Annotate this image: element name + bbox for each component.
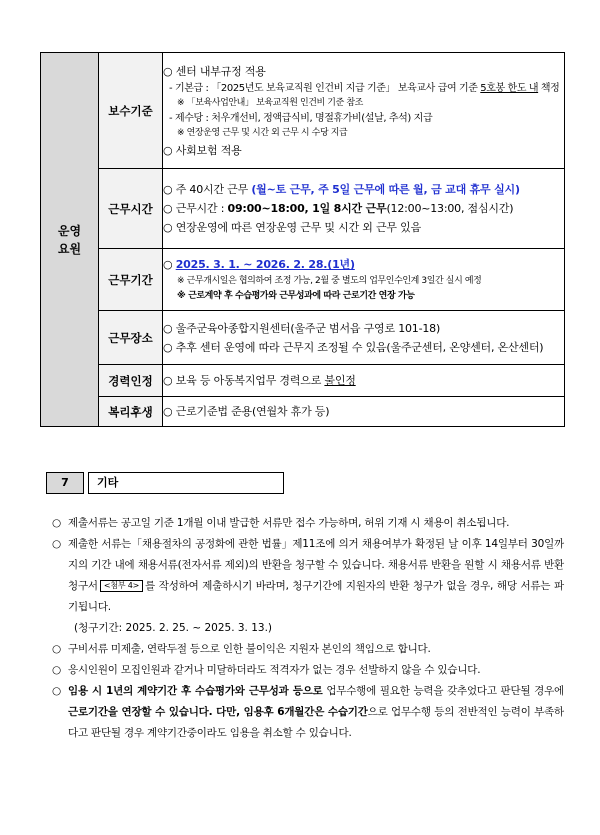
salary-allowance-note: ※ 연장운영 근무 및 시간 외 근무 시 수당 지급 <box>177 127 348 138</box>
probation-text-1: 업무수행에 필요한 능력을 갖추었다고 판단될 경우에 <box>322 685 564 697</box>
list-item <box>52 660 564 681</box>
circle-bullet-icon: ○ <box>52 643 61 655</box>
row-content-work-period <box>163 249 565 311</box>
work-hours-time-label: ○ 근무시간 : <box>163 202 228 215</box>
list-item-text <box>68 534 564 618</box>
work-period-line-1 <box>163 255 564 274</box>
work-hours-highlight: (월~토 근무, 주 5일 근무에 따른 월, 금 교대 휴무 실시) <box>251 183 520 196</box>
circle-bullet-icon: ○ <box>52 664 61 676</box>
section-number: 7 <box>46 472 84 494</box>
work-location-line-2: ○ 추후 센터 운영에 따라 근무지 조정될 수 있음(울주군센터, 온양센터, 온산센터) <box>163 340 544 354</box>
career-text: ○ 보육 등 아동복지업무 경력으로 <box>163 374 325 387</box>
list-item <box>52 681 564 744</box>
probation-text-2: 으로 업무수행 등의 전반적인 능력이 부족하다고 판단될 경우 계약기간중이라도 임용을 취소할 수 있습니다. <box>68 706 564 739</box>
document-return-text: 제출한 서류는「채용절차의 공정화에 관한 법률」제11조에 의거 채용여부가 확정된 날 이후 14일부터 30일까지의 기간 내에 채용서류(전자서류 제외)의 반환을 청구할 수 있습니다. 채용서류 반환을 원할 시 채용서류 반환 청구서 <box>68 538 564 592</box>
work-hours-time-bold: 09:00~18:00, 1일 8시간 근무 <box>227 202 387 215</box>
work-period-dates: 2025. 3. 1. ~ 2026. 2. 28.(1년) <box>175 258 355 271</box>
salary-insurance-line: ○ 사회보험 적용 <box>163 143 242 157</box>
row-content-work-location <box>163 311 565 365</box>
claim-period: (청구기간: 2025. 2. 25. ~ 2025. 3. 13.) <box>74 622 273 634</box>
salary-base-underlined: 5호봉 한도 내 <box>480 82 539 94</box>
list-item <box>52 639 564 660</box>
row-content-career <box>163 365 565 397</box>
row-label-work-location: 근무장소 <box>99 311 163 365</box>
list-item <box>52 534 564 618</box>
group-label-operation-staff <box>41 53 99 427</box>
row-content-welfare <box>163 397 565 427</box>
work-hours-line-3: ○ 연장운영에 따른 연장운영 근무 및 시간 외 근무 있음 <box>163 221 422 234</box>
work-location-line-1: ○ 울주군육아종합지원센터(울주군 범서읍 구영로 101-18) <box>163 321 441 335</box>
salary-base-line <box>163 81 564 96</box>
probation-bold-1: 임용 시 1년의 계약기간 후 수습평가와 근무성과 등으로 <box>68 685 323 697</box>
work-hours-text: ○ 주 40시간 근무 <box>163 183 252 196</box>
list-item-text: 구비서류 미제출, 연락두절 등으로 인한 불이익은 지원자 본인의 책임으로 합니다. <box>68 643 431 655</box>
work-hours-line-2 <box>163 199 564 218</box>
circle-bullet-icon: ○ <box>52 685 61 697</box>
list-item-text <box>68 681 564 744</box>
group-label-text: 운영 요원 <box>57 223 82 256</box>
row-label-work-period: 근무기간 <box>99 249 163 311</box>
circle-bullet-icon: ○ <box>52 517 61 529</box>
attachment-tag: <첨부 4> <box>100 580 143 592</box>
work-period-bullet: ○ <box>163 258 176 271</box>
row-label-work-hours: 근무시간 <box>99 169 163 249</box>
other-notes-list <box>52 513 564 744</box>
list-item-text: 응시인원이 모집인원과 같거나 미달하더라도 적격자가 없는 경우 선발하지 않을 수 있습니다. <box>68 664 481 676</box>
row-content-work-hours <box>163 169 565 249</box>
row-label-welfare: 복리후생 <box>99 397 163 427</box>
career-not-recognized: 불인정 <box>324 374 356 387</box>
work-hours-lunch: (12:00~13:00, 점심시간) <box>386 202 514 215</box>
work-period-note-1: ※ 근무개시일은 협의하여 조정 가능, 2월 중 별도의 업무인수인계 3일간 실시 예정 <box>177 276 482 286</box>
salary-base-text: - 기본급 : 「2025년도 보육교직원 인건비 지급 기준」 보육교사 급여 기준 <box>169 82 481 94</box>
welfare-line: ○ 근로기준법 준용(연월차 휴가 등) <box>163 405 330 418</box>
list-item-text: 제출서류는 공고일 기준 1개월 이내 발급한 서류만 접수 가능하며, 허위 기재 시 채용이 취소됩니다. <box>68 517 510 529</box>
row-label-career: 경력인정 <box>99 365 163 397</box>
list-item <box>52 513 564 534</box>
employment-conditions-table <box>40 52 565 427</box>
salary-line: ○ 센터 내부규정 적용 <box>163 64 266 78</box>
document-return-text-cont: 를 작성하여 제출하시기 바라며, 청구기간에 지원자의 반환 청구가 없을 경우, 해당 서류는 파기됩니다. <box>68 580 564 613</box>
section-title: 기타 <box>88 472 284 494</box>
work-hours-line-1 <box>163 180 564 199</box>
probation-bold-2: 근로기간을 연장할 수 있습니다. 다만, 임용후 6개월간은 수습기간 <box>68 706 368 718</box>
salary-allowance-line: - 제수당 : 처우개선비, 정액급식비, 명절휴가비(설날, 추석) 지급 <box>169 112 433 124</box>
work-period-note-2: ※ 근로계약 후 수습평가와 근무성과에 따라 근로기간 연장 가능 <box>177 291 415 301</box>
salary-note: ※ 「보육사업안내」 보육교직원 인건비 기준 참조 <box>177 97 363 108</box>
career-line <box>163 371 564 390</box>
section-header <box>46 472 284 494</box>
row-content-salary <box>163 53 565 169</box>
row-label-salary: 보수기준 <box>99 53 163 169</box>
salary-base-suffix: 책정 <box>538 82 560 94</box>
circle-bullet-icon: ○ <box>52 538 61 550</box>
